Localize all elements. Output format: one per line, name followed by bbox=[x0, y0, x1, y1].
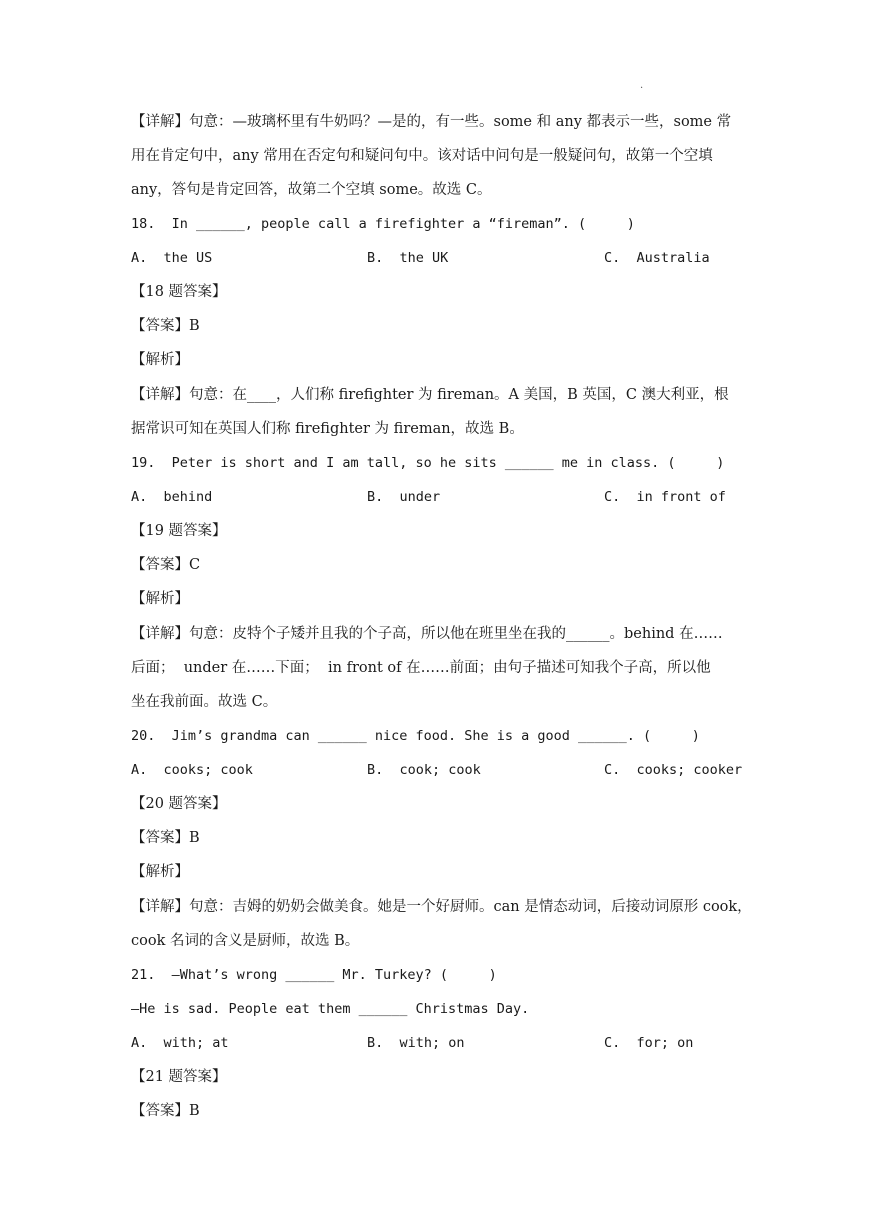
q19-question: 19. Peter is short and I am tall, so he sits ______ me in class. ( ) bbox=[131, 455, 725, 471]
q18-option-a: A. the US bbox=[131, 250, 213, 266]
q20-question: 20. Jim’s grandma can ______ nice food. She is a good ______. ( ) bbox=[131, 728, 700, 744]
q17-detail-line-3: any，答句是肯定回答，故第二个空填 some。故选 C。 bbox=[131, 182, 492, 198]
q19-answer-heading: 【19 题答案】 bbox=[131, 523, 227, 539]
q21-option-c: C. for; on bbox=[604, 1035, 694, 1051]
q19-analysis: 【解析】 bbox=[131, 591, 189, 607]
q19-option-b: B. under bbox=[367, 489, 441, 505]
q19-option-a: A. behind bbox=[131, 489, 213, 505]
q21-question-line-1: 21. —What’s wrong ______ Mr. Turkey? ( ) bbox=[131, 967, 497, 983]
q18-answer-heading: 【18 题答案】 bbox=[131, 284, 227, 300]
q19-detail-line-3: 坐在我前面。故选 C。 bbox=[131, 694, 278, 710]
q19-detail-line-1: 【详解】句意：皮特个子矮并且我的个子高，所以他在班里坐在我的______。behind 在…… bbox=[131, 626, 723, 642]
q20-analysis: 【解析】 bbox=[131, 864, 189, 880]
q18-option-b: B. the UK bbox=[367, 250, 449, 266]
q17-detail-line-1: 【详解】句意：—玻璃杯里有牛奶吗？—是的，有一些。some 和 any 都表示一些，some 常 bbox=[131, 114, 732, 130]
q18-answer: 【答案】B bbox=[131, 318, 200, 334]
q19-option-c: C. in front of bbox=[604, 489, 726, 505]
q21-option-a: A. with; at bbox=[131, 1035, 229, 1051]
q18-detail-line-2: 据常识可知在英国人们称 firefighter 为 fireman，故选 B。 bbox=[131, 421, 524, 437]
header-dot: . bbox=[640, 80, 644, 91]
q21-answer-heading: 【21 题答案】 bbox=[131, 1069, 227, 1085]
q18-analysis: 【解析】 bbox=[131, 352, 189, 368]
q20-answer-heading: 【20 题答案】 bbox=[131, 796, 227, 812]
q19-answer: 【答案】C bbox=[131, 557, 201, 573]
q20-detail-line-1: 【详解】句意：吉姆的奶奶会做美食。她是一个好厨师。can 是情态动词，后接动词原形 cook， bbox=[131, 899, 752, 915]
q20-option-b: B. cook; cook bbox=[367, 762, 481, 778]
q21-option-b: B. with; on bbox=[367, 1035, 465, 1051]
q19-detail-line-2: 后面； under 在……下面； in front of 在……前面；由句子描述可知我个子高，所以他 bbox=[131, 660, 711, 676]
q21-answer: 【答案】B bbox=[131, 1103, 200, 1119]
q17-detail-line-2: 用在肯定句中，any 常用在否定句和疑问句中。该对话中问句是一般疑问句，故第一个空填 bbox=[131, 148, 713, 164]
q18-option-c: C. Australia bbox=[604, 250, 710, 266]
q20-detail-line-2: cook 名词的含义是厨师，故选 B。 bbox=[131, 933, 360, 949]
q20-option-a: A. cooks; cook bbox=[131, 762, 253, 778]
q18-detail-line-1: 【详解】句意：在____，人们称 firefighter 为 fireman。A 美国，B 英国，C 澳大利亚，根 bbox=[131, 387, 729, 403]
q20-option-c: C. cooks; cooker bbox=[604, 762, 743, 778]
q21-question-line-2: —He is sad. People eat them ______ Christmas Day. bbox=[131, 1001, 530, 1017]
q20-answer: 【答案】B bbox=[131, 830, 200, 846]
q18-question: 18. In ______, people call a firefighter a “fireman”. ( ) bbox=[131, 216, 635, 232]
